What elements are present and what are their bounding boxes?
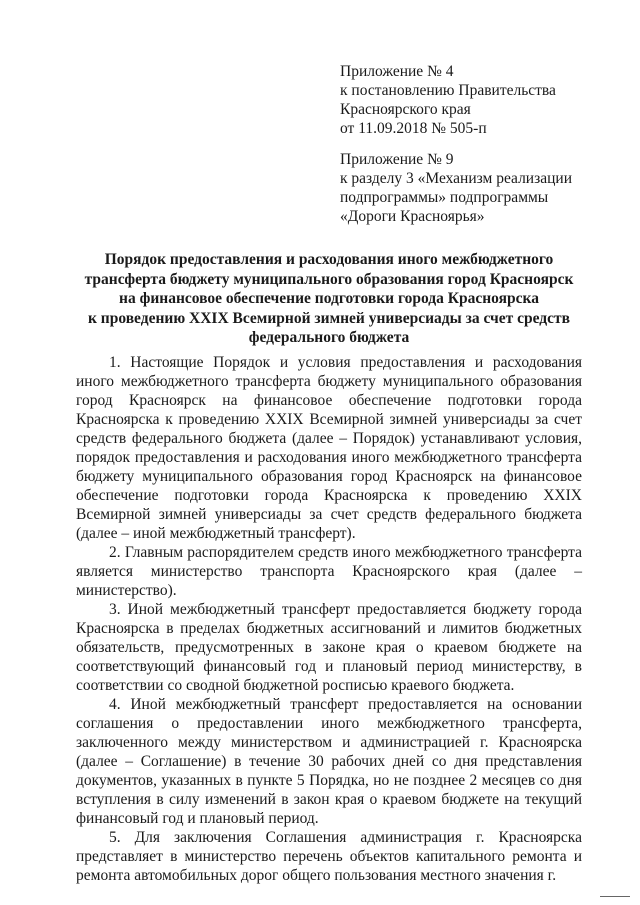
appendix-9-subprogram: подпрограммы» подпрограммы xyxy=(340,189,549,206)
paragraph-1: 1. Настоящие Порядок и условия предоставления и расходования иного межбюджетного трансферта бюджету муниципального образования город Красноярск на финансовое обеспечение подготовки города Красноярска к проведению XXIX Всемирной зимней универсиады за счет средств федерального бюджета (далее – Порядок) устанавливают условия, порядок предоставления и расходования иного межбюджетного трансферта бюджету муниципального образования город Красноярск на финансовое обеспечение подготовки города Красноярска к проведению XXIX Всемирной зимней универсиады за счет средств федерального бюджета (далее – иной межбюджетный трансферт). xyxy=(76,354,582,542)
page-edge-mark xyxy=(600,896,630,897)
document-body xyxy=(76,353,582,885)
title-line-3: на финансовое обеспечение подготовки города Красноярска xyxy=(119,290,539,307)
appendix-9-number: Приложение № 9 xyxy=(340,151,454,168)
appendix-9-block xyxy=(340,150,610,226)
appendix-4-decree: к постановлению Правительства xyxy=(340,82,556,99)
title-line-4: к проведению XXIX Всемирной зимней универсиады за счет средств xyxy=(87,309,571,327)
paragraph-3: 3. Иной межбюджетный трансферт предоставляется бюджету города Красноярска в пределах бюджетных ассигнований и лимитов бюджетных обязательств, предусмотренных в законе края о краевом бюджете на соответствующий финансовый год и плановый период министерству, в соответствии со сводной бюджетной росписью краевого бюджета. xyxy=(76,601,582,694)
appendix-4-number: Приложение № 4 xyxy=(340,63,454,80)
document-title xyxy=(64,250,594,348)
appendix-4-region: Красноярского края xyxy=(340,101,471,118)
title-line-1: Порядок предоставления и расходования иного межбюджетного xyxy=(104,251,554,268)
appendix-4-block xyxy=(340,62,610,138)
appendix-9-program-name: «Дороги Красноярья» xyxy=(340,208,485,225)
paragraph-4: 4. Иной межбюджетный трансферт предоставляется на основании соглашения о предоставлении иного межбюджетного трансферта, заключенного между министерством и администрацией г. Красноярска (далее – Соглашение) в течение 30 рабочих дней со дня представления документов, указанных в пункте 5 Порядка, но не позднее 2 месяцев со дня вступления в силу изменений в закон края о краевом бюджете на текущий финансовый год и плановый период. xyxy=(76,696,582,827)
appendix-9-section: к разделу 3 «Механизм реализации xyxy=(340,170,572,187)
paragraph-2: 2. Главным распорядителем средств иного межбюджетного трансферта является министерство транспорта Красноярского края (далее – министерство). xyxy=(76,544,582,599)
appendix-4-date: от 11.09.2018 № 505-п xyxy=(340,120,487,137)
title-line-5: федерального бюджета xyxy=(248,329,410,346)
title-line-2: трансферта бюджету муниципального образования город Красноярск xyxy=(84,270,574,288)
paragraph-5: 5. Для заключения Соглашения администрация г. Красноярска представляет в министерство перечень объектов капитального ремонта и ремонта автомобильных дорог общего пользования местного значения г. xyxy=(76,829,582,884)
